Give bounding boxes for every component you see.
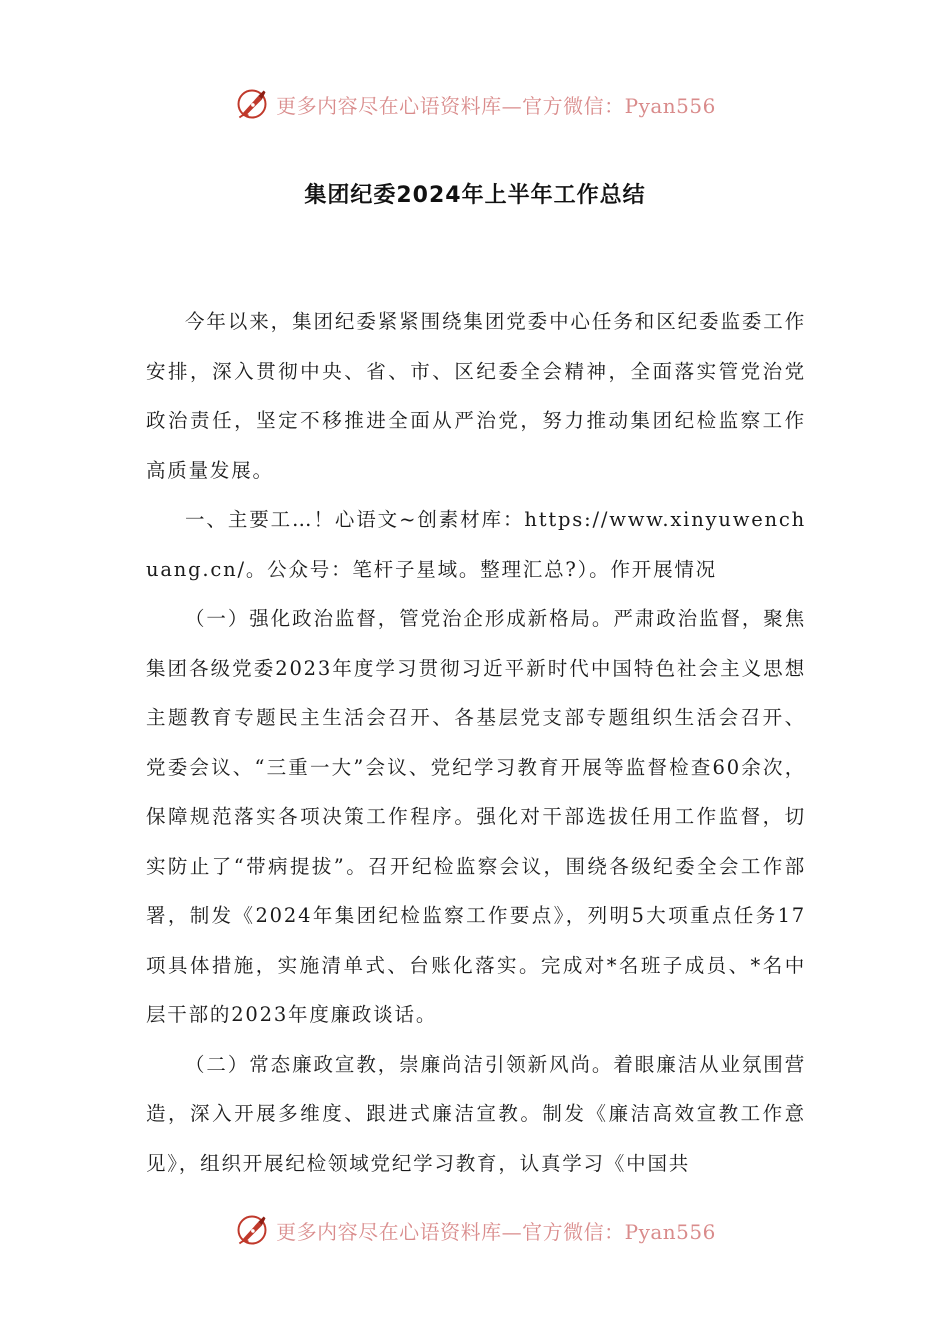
document-title: 集团纪委2024年上半年工作总结	[304, 183, 646, 208]
paragraph: （二）常态廉政宣教，崇廉尚洁引领新风尚。着眼廉洁从业氛围营造，深入开展多维度、跟进式廉洁宣教。制发《廉洁高效宣教工作意见》，组织开展纪检领域党纪学习教育，认真学习《中国共	[146, 1052, 806, 1175]
watermark-text: 更多内容尽在心语资料库—官方微信：Pyan556	[276, 93, 716, 118]
paragraph: （一）强化政治监督，管党治企形成新格局。严肃政治监督，聚焦集团各级党委2023年度学习贯彻习近平新时代中国特色社会主义思想主题教育专题民主生活会召开、各基层党支部专题组织生活会召开、党委会议、“三重一大”会议、党纪学习教育开展等监督检查60余次，保障规范落实各项决策工作程序。强化对干部选拔任用工作监督，切实防止了“带病提拔”。召开纪检监察会议，围绕各级纪委全会工作部署，制发《2024年集团纪检监察工作要点》，列明5大项重点任务17项具体措施，实施清单式、台账化落实。完成对*名班子成员、*名中层干部的2023年度廉政谈话。	[146, 607, 806, 1026]
document-body	[146, 297, 806, 1188]
pen-nib-logo-icon	[234, 86, 270, 122]
footer-watermark	[0, 1210, 950, 1250]
watermark-text: 更多内容尽在心语资料库—官方微信：Pyan556	[276, 1219, 716, 1244]
paragraph: 今年以来，集团纪委紧紧围绕集团党委中心任务和区纪委监委工作安排，深入贯彻中央、省、市、区纪委全会精神，全面落实管党治党政治责任，坚定不移推进全面从严治党，努力推动集团纪检监察工作高质量发展。	[146, 310, 806, 482]
pen-nib-logo-icon	[234, 1212, 270, 1248]
paragraph: 一、主要工…！心语文~创素材库：https://www.xinyuwenchuang.cn/。公众号：笔杆子星域。整理汇总?）。作开展情况	[146, 508, 806, 581]
header-watermark	[0, 84, 950, 124]
